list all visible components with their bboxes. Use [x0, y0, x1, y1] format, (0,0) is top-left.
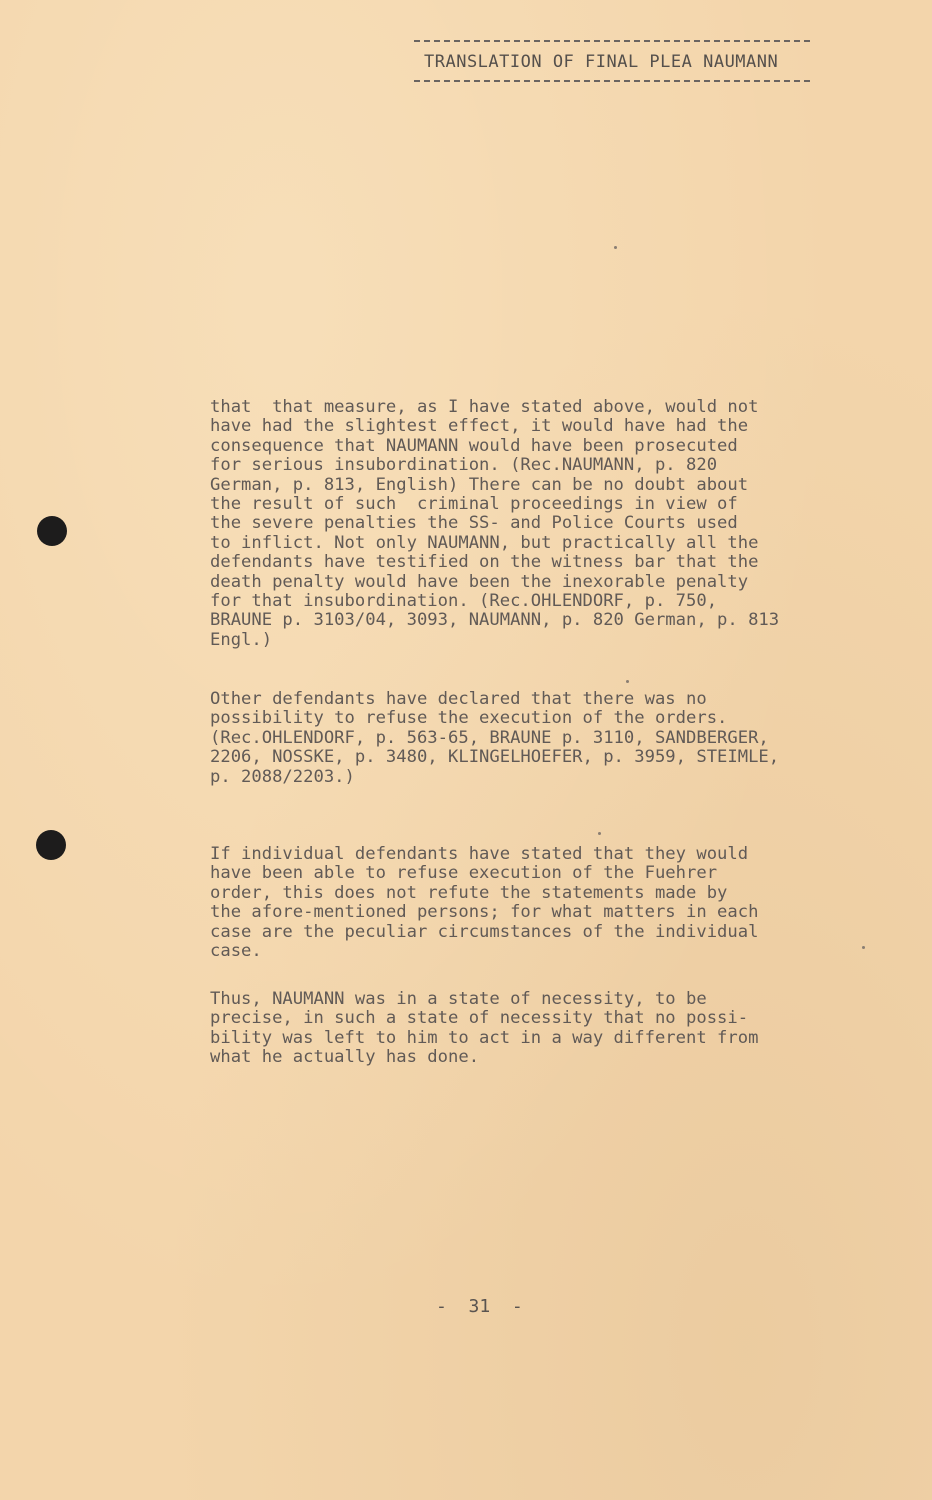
paper-speck: [626, 680, 629, 683]
punch-hole-upper: [37, 516, 67, 546]
paper-speck: [614, 246, 617, 249]
page-number: - 31 -: [436, 1296, 523, 1317]
punch-hole-lower: [36, 830, 66, 860]
header-top-rule: [414, 40, 810, 42]
paragraph-measure-insubordination: that that measure, as I have stated above, would not have had the slightest effect, it would have had the consequence that NAUMANN would have been prosecuted for serious insubordination. (Rec.NAUMANN, p. 820 German, p. 813, English) There can be no doubt about the result of such criminal proceedings in view of the severe penalties the SS- and Police Courts used to inflict. Not only NAUMANN, but practically all the defendants have testified on the witness bar that the death penalty would have been the inexorable penalty for that insubordination. (Rec.OHLENDORF, p. 750, BRAUNE p. 3103/04, 3093, NAUMANN, p. 820 German, p. 813 Engl.): [210, 397, 780, 650]
paper-speck: [862, 946, 865, 949]
paragraph-other-defendants: Other defendants have declared that there was no possibility to refuse the execution of the orders. (Rec.OHLENDORF, p. 563-65, BRAUNE p. 3110, SANDBERGER, 2206, NOSSKE, p. 3480, KLINGELHOEFER, p. 3959, STEIMLE, p. 2088/2203.): [210, 689, 780, 787]
paper-speck: [598, 832, 601, 835]
document-header: [414, 40, 814, 82]
paragraph-state-of-necessity: Thus, NAUMANN was in a state of necessity, to be precise, in such a state of necessity that no possi- bility was left to him to act in a way different from what he actually has done.: [210, 989, 759, 1068]
document-title: TRANSLATION OF FINAL PLEA NAUMANN: [424, 52, 779, 72]
paragraph-individual-defendants: If individual defendants have stated that they would have been able to refuse execution of the Fuehrer order, this does not refute the statements made by the afore-mentioned persons; for what matters in each case are the peculiar circumstances of the individual case.: [210, 844, 759, 962]
header-bottom-rule: [414, 80, 810, 82]
